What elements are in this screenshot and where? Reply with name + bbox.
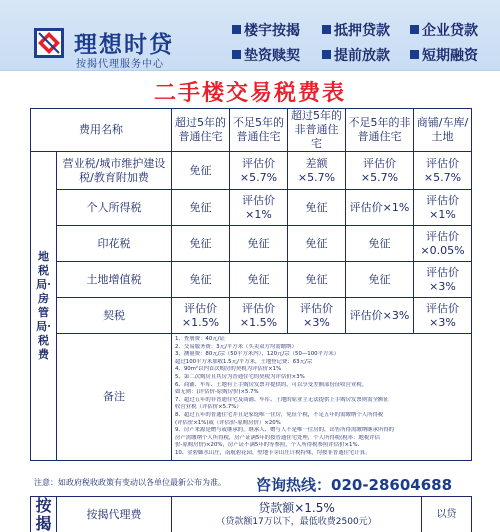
cell: 评估价×0.05%	[414, 226, 472, 262]
note-line: 7、超过五年的非普通住宅及商铺、车库、土地的原业主无法提供上手购房发票则需全额征	[175, 396, 389, 403]
cell: 免征	[172, 226, 230, 262]
table-row	[31, 226, 472, 262]
brand-subtitle: 按揭代理服务中心	[76, 59, 164, 70]
square-bullet-icon	[232, 50, 241, 59]
table-row	[31, 298, 472, 334]
service-item: 提前放款	[322, 45, 390, 65]
note-line: 5、第二次购房且其房为普通住宅的契税为评估价×3%	[175, 373, 305, 380]
note-line: 收营业税（评估价×5.7%）	[175, 404, 242, 411]
square-bullet-icon	[410, 50, 419, 59]
cell: 免征	[230, 226, 288, 262]
table-row	[31, 262, 472, 298]
square-bullet-icon	[322, 25, 331, 34]
note-line: (评估价×1%)或（评估价-原购房价）×20%	[175, 419, 281, 426]
cell: 评估价×5.7%	[230, 152, 288, 190]
hotline-label: 咨询热线：	[256, 476, 332, 494]
logo-icon	[34, 28, 64, 58]
row-name: 营业税/城市维护建设税/教育附加费	[57, 152, 172, 190]
note-line: 超过100平方米加收1.5元/平方米，土地登记费：63元/宗	[175, 358, 313, 365]
right-label: 以贷	[422, 497, 472, 532]
note-line: 房产需缴纳个人所得税，房产证满5年的按普通住宅处理，个人所得税(税率：地税评估	[175, 434, 380, 441]
row-name: 印花税	[57, 226, 172, 262]
note-line: 8、超过五年的普通住宅并且是家庭唯一住房，免征个税，不足五年的需缴纳个人所得税	[175, 411, 384, 418]
hotline	[256, 474, 452, 495]
service-item: 企业贷款	[410, 20, 478, 40]
row-name: 按揭代理费	[57, 497, 172, 532]
square-bullet-icon	[232, 25, 241, 34]
cell: 评估价×3%	[414, 298, 472, 334]
row-name: 个人所得税	[57, 190, 172, 226]
header-col: 不足5年的非普通住宅	[346, 109, 414, 152]
cell: 评估价×3%	[288, 298, 346, 334]
service-item: 短期融资	[410, 45, 478, 65]
cell: 免征	[172, 152, 230, 190]
service-item: 楼宇按揭	[232, 20, 300, 40]
note-line: 价-原购房价)×20%，房产证不满5年的等参照，个人所得税参照评估价×1%.	[175, 442, 360, 449]
header-banner	[0, 0, 500, 71]
cell: 评估价×1.5%	[172, 298, 230, 334]
notes-row	[31, 334, 472, 461]
service-item: 抵押贷款	[322, 20, 390, 40]
cell: 免征	[288, 190, 346, 226]
note-line: 1、查册费：40元/证	[175, 336, 225, 342]
notes-content	[172, 334, 472, 461]
fee-rate: 贷款额×1.5%	[258, 501, 335, 515]
row-name: 土地增值税	[57, 262, 172, 298]
cell: 免征	[346, 262, 414, 298]
cell: 免征	[172, 262, 230, 298]
fee-minimum: （贷款额17万以下，最低收费2500元）	[216, 517, 377, 527]
table-row	[31, 190, 472, 226]
cell: 免征	[346, 226, 414, 262]
note-line: 4、90m²以内首次购房的契税为评估价×1%	[175, 366, 282, 373]
hotline-number: 020-28604688	[331, 476, 453, 494]
table-header-row	[31, 109, 472, 152]
cell: 评估价×1%	[230, 190, 288, 226]
table-row	[31, 497, 472, 532]
note-line: 10、金碧御水山庄，南航碧花园，壁地卡芽山庄计税特殊，均按非普通住宅计算。	[175, 449, 371, 456]
header-col: 商铺/车库/土地	[414, 109, 472, 152]
header-col: 不足5年的普通住宅	[230, 109, 288, 152]
cell: 评估价×5.7%	[346, 152, 414, 190]
header-fee-name: 费用名称	[31, 109, 172, 152]
cell: 免征	[288, 262, 346, 298]
cell: 评估价×1%	[346, 190, 414, 226]
cell: 差额×5.7%	[288, 152, 346, 190]
note-line: 9、房产来源是赠与或继承的，继承人、赠与人不是唯一住房的，出售所得需缴纳继承所得的	[175, 427, 395, 434]
header-col: 超过5年的普通住宅	[172, 109, 230, 152]
row-name: 契税	[57, 298, 172, 334]
table-row	[31, 152, 472, 190]
note-line: 3、测量费：80元/宗（50平方米内），120元/宗（50—100平方米）	[175, 351, 340, 358]
cell: 评估价×1.5%	[230, 298, 288, 334]
note-line: 6、商铺、车库、土地有上手购房发票并提供的，可以享受差额部份征收营业税。	[175, 381, 368, 388]
note-line: 如无则：(评估价-原购房价)×5.7%	[175, 389, 259, 396]
note-line: 2、交易服务费：3元/平方米（买卖双方均需缴纳）	[175, 343, 297, 350]
group-label: 地税局·房管局·税费	[31, 152, 57, 461]
cell: 评估价×3%	[414, 262, 472, 298]
policy-footnote: 注意：如政府税收政策有变动以各单位最新公布为准。	[34, 478, 226, 487]
cell: 免征	[172, 190, 230, 226]
cell: 评估价×3%	[346, 298, 414, 334]
cell: 免征	[230, 262, 288, 298]
brand-name: 理想时贷	[74, 31, 174, 58]
header-col: 超过5年的非普通住宅	[288, 109, 346, 152]
cell: 免征	[288, 226, 346, 262]
cell	[172, 497, 422, 532]
notes-label: 备注	[57, 334, 172, 461]
square-bullet-icon	[410, 25, 419, 34]
mortgage-group-label: 按揭	[31, 497, 57, 532]
mortgage-fee-table	[30, 496, 472, 532]
cell: 评估价×1%	[414, 190, 472, 226]
service-item: 垫资赎契	[232, 45, 300, 65]
tax-fee-table	[30, 108, 472, 461]
page-title: 二手楼交易税费表	[153, 81, 346, 106]
square-bullet-icon	[322, 50, 331, 59]
cell: 评估价×5.7%	[414, 152, 472, 190]
